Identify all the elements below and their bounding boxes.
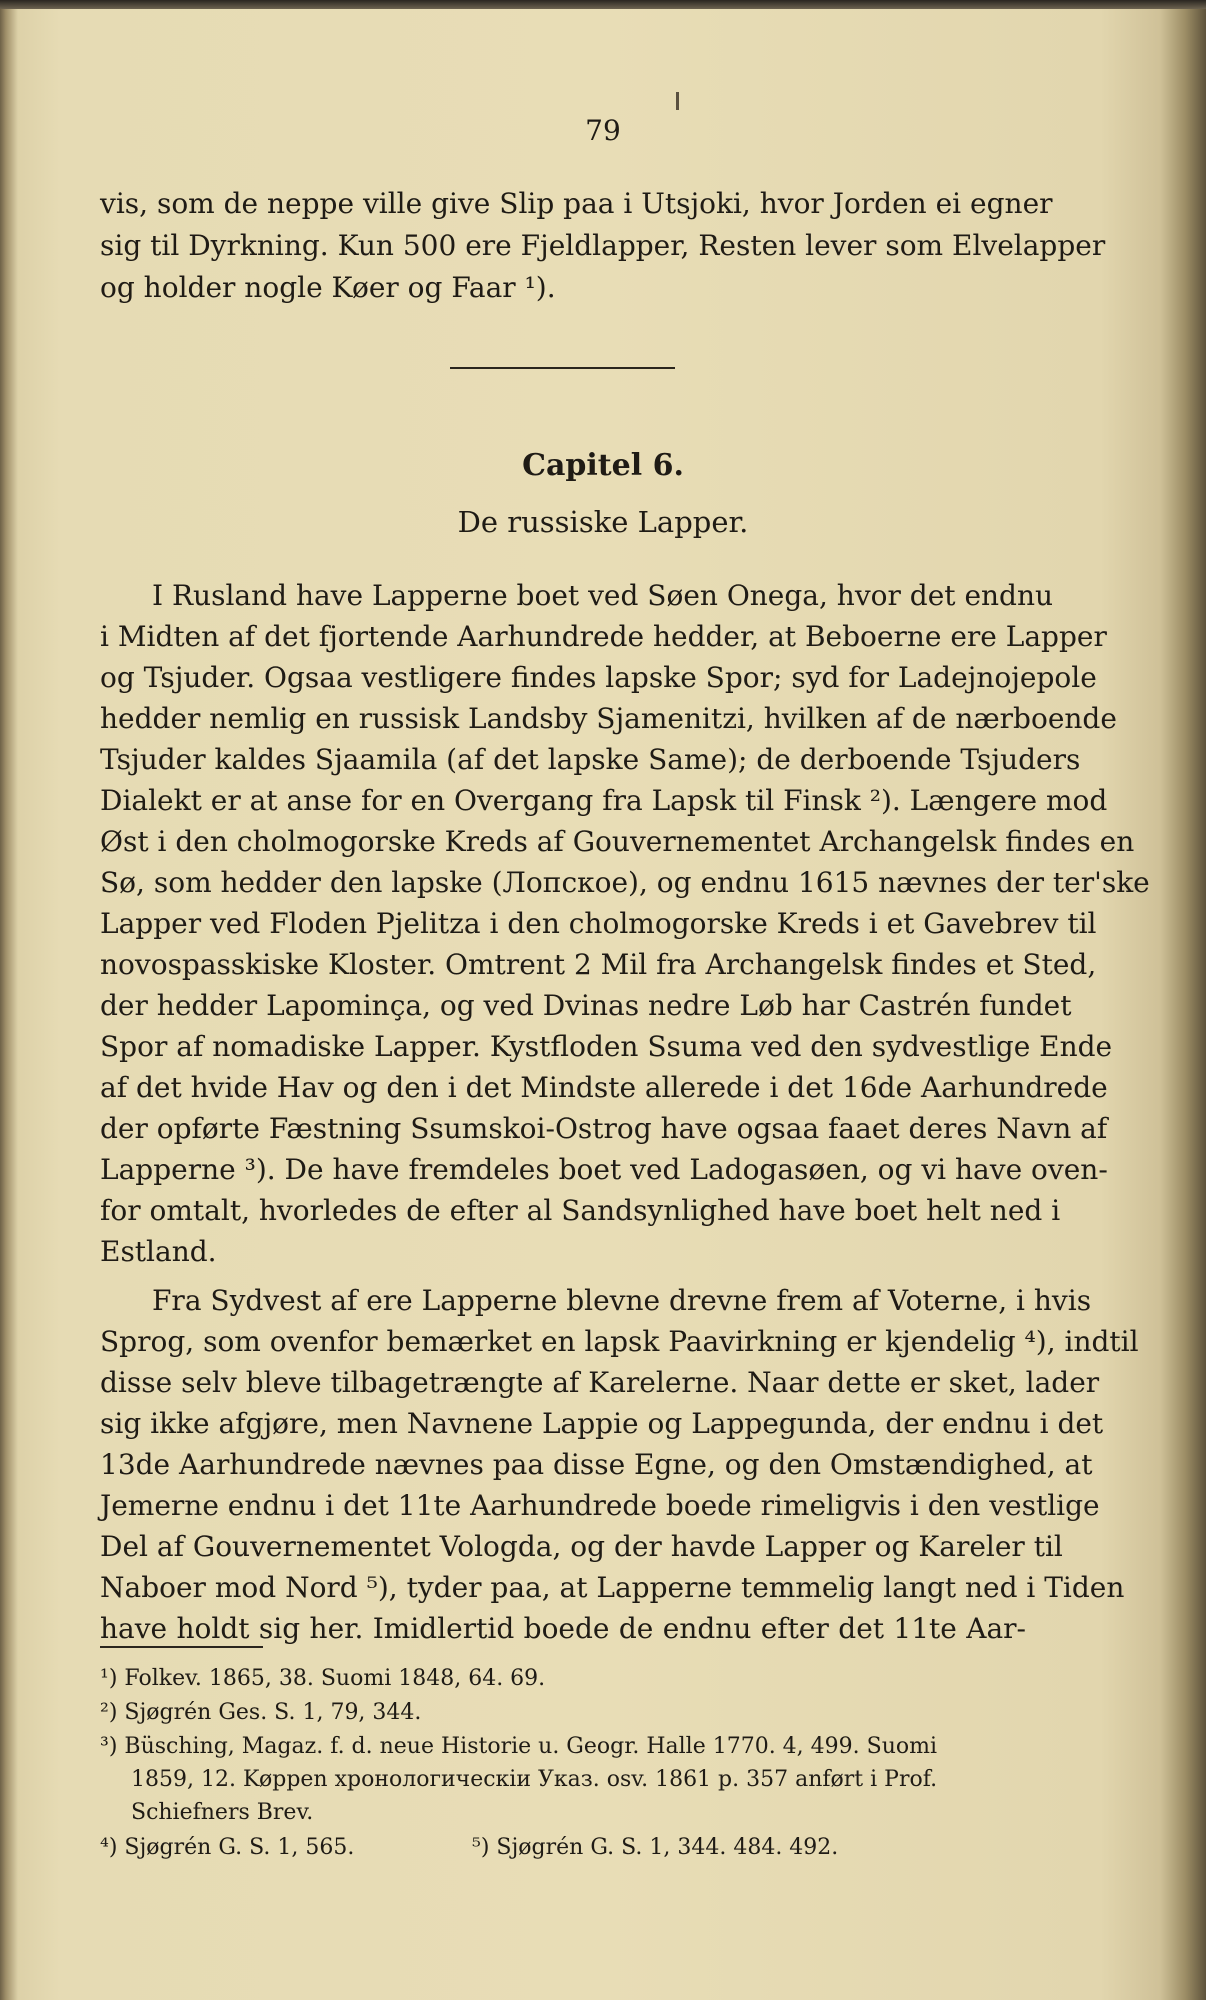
footnote: ⁴) Sjøgrén G. S. 1, 565. [100,1835,355,1860]
text-line: Øst i den cholmogorske Kreds af Gouvernementet Archangelsk findes en [100,825,1135,858]
footnote: ⁵) Sjøgrén G. S. 1, 344. 484. 492. [472,1835,839,1860]
text-line: Del af Gouvernementet Vologda, og der havde Lapper og Kareler til [100,1530,1063,1563]
text-line: og Tsjuder. Ogsaa vestligere findes lapske Spor; syd for Ladejnojepole [100,661,1097,694]
text-line: i Midten af det fjortende Aarhundrede hedder, at Beboerne ere Lapper [100,620,1107,653]
footnote: ²) Sjøgrén Ges. S. 1, 79, 344. [100,1700,422,1725]
text-line: vis, som de neppe ville give Slip paa i Utsjoki, hvor Jorden ei egner [100,187,1053,220]
page-number: 79 [585,114,621,147]
text-line: I Rusland have Lapperne boet ved Søen Onega, hvor det endnu [152,579,1054,612]
footnote-divider [100,1646,263,1648]
footnote: 1859, 12. Køppen хронологическiи Указ. osv. 1861 p. 357 anført i Prof. [131,1767,938,1792]
text-line: og holder nogle Køer og Faar ¹). [100,271,556,304]
text-line: disse selv bleve tilbagetrængte af Karelerne. Naar dette er sket, lader [100,1366,1100,1399]
text-line: sig til Dyrkning. Kun 500 ere Fjeldlapper, Resten lever som Elvelapper [100,229,1106,262]
text-line: der opførte Fæstning Ssumskoi-Ostrog have ogsaa faaet deres Navn af [100,1112,1108,1145]
chapter-title: Capitel 6. [522,448,684,483]
text-line: have holdt sig her. Imidlertid boede de endnu efter det 11te Aar- [100,1612,1026,1645]
text-line: novospasskiske Kloster. Omtrent 2 Mil fra Archangelsk findes et Sted, [100,948,1097,981]
footnote: Schiefners Brev. [131,1800,314,1825]
text-line: der hedder Lapominça, og ved Dvinas nedre Løb har Castrén fundet [100,989,1072,1022]
text-line: Lapper ved Floden Pjelitza i den cholmogorske Kreds i et Gavebrev til [100,907,1097,940]
text-line: Jemerne endnu i det 11te Aarhundrede boede rimeligvis i den vestlige [100,1489,1100,1522]
section-divider [450,367,675,369]
text-line: Dialekt er at anse for en Overgang fra Lapsk til Finsk ²). Længere mod [100,784,1108,817]
text-line: Estland. [100,1235,217,1268]
text-line: 13de Aarhundrede nævnes paa disse Egne, og den Omstændighed, at [100,1448,1093,1481]
text-line: Spor af nomadiske Lapper. Kystfloden Ssuma ved den sydvestlige Ende [100,1030,1113,1063]
text-line: hedder nemlig en russisk Landsby Sjamenitzi, hvilken af de nærboende [100,702,1117,735]
text-line: Fra Sydvest af ere Lapperne blevne drevne frem af Voterne, i hvis [152,1284,1092,1317]
footnote: ³) Büsching, Magaz. f. d. neue Historie u. Geogr. Halle 1770. 4, 499. Suomi [100,1734,938,1759]
text-line: Sø, som hedder den lapske (Лопское), og endnu 1615 nævnes der ter'ske [100,866,1150,899]
text-line: af det hvide Hav og den i det Mindste allerede i det 16de Aarhundrede [100,1071,1108,1104]
footnote: ¹) Folkev. 1865, 38. Suomi 1848, 64. 69. [100,1666,546,1691]
chapter-subtitle: De russiske Lapper. [457,505,749,539]
ink-mark [676,92,679,110]
text-line: Naboer mod Nord ⁵), tyder paa, at Lapperne temmelig langt ned i Tiden [100,1571,1125,1604]
text-line: Sprog, som ovenfor bemærket en lapsk Paavirkning er kjendelig ⁴), indtil [100,1325,1139,1358]
text-line: for omtalt, hvorledes de efter al Sandsynlighed have boet helt ned i [100,1194,1061,1227]
text-line: Lapperne ³). De have fremdeles boet ved Ladogasøen, og vi have oven- [100,1153,1108,1186]
text-line: Tsjuder kaldes Sjaamila (af det lapske Same); de derboende Tsjuders [100,743,1081,776]
text-line: sig ikke afgjøre, men Navnene Lappie og Lappegunda, der endnu i det [100,1407,1104,1440]
